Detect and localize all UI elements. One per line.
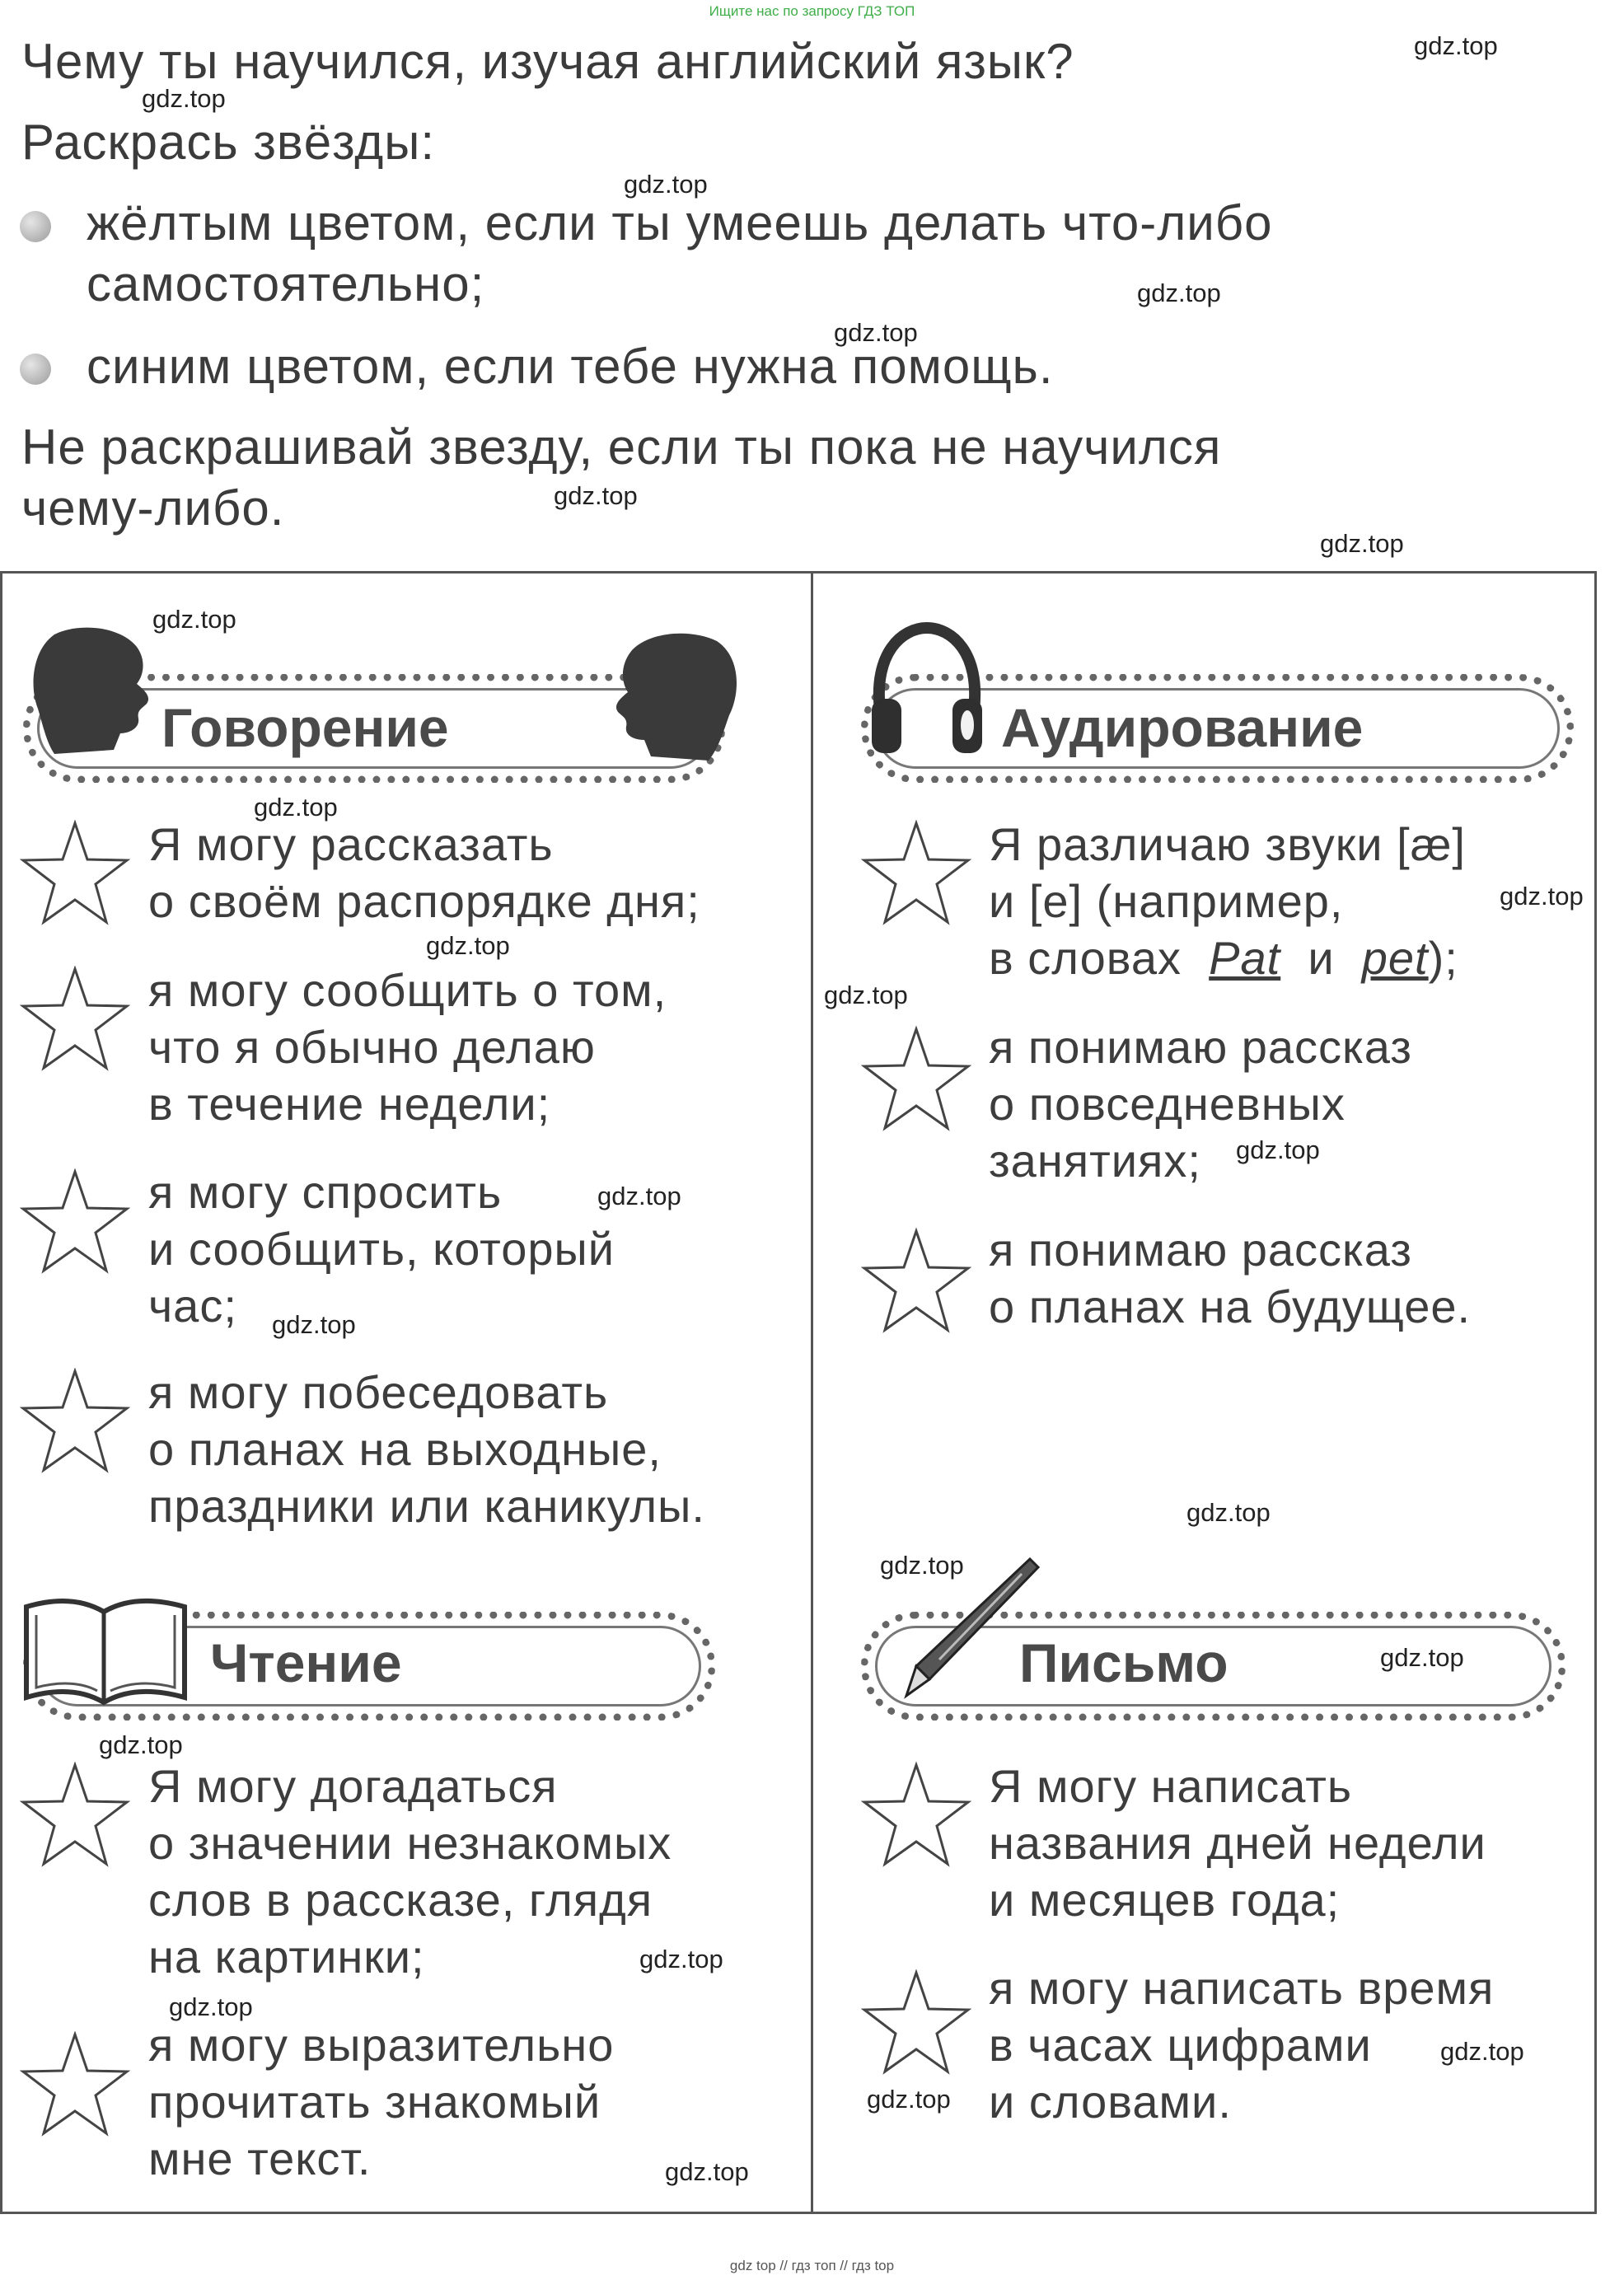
note-line2: чему-либо. [21,480,285,536]
watermark-text: gdz.top [1500,882,1584,911]
note-line1: Не раскрашивай звезду, если ты пока не научился [21,419,1222,475]
star-outline-icon[interactable] [20,1368,130,1475]
writing-item-2: я могу написать время в часах цифрами и словами. [989,1962,1495,2128]
bullet1-line1: жёлтым цветом, если ты умеешь делать что-либо [87,195,1273,250]
grey-dot-icon [20,211,51,242]
star-outline-icon[interactable] [20,1762,130,1869]
watermark-text: gdz.top [665,2157,749,2186]
column-divider [811,571,813,2214]
watermark-text: gdz.top [142,84,226,113]
speaking-item-1: Я могу рассказать о своём распорядке дня; [148,818,700,927]
watermark-text: gdz.top [152,605,236,634]
listening-title: Аудирование [1001,697,1364,758]
writing-item-1: Я могу написать названия дней недели и месяцев года; [989,1760,1486,1926]
headphones-icon [865,620,989,760]
open-book-icon [18,1582,193,1714]
speaking-title: Говорение [161,697,449,758]
writing-title: Письмо [1019,1632,1229,1693]
star-outline-icon[interactable] [861,1026,971,1133]
watermark-text: gdz.top [1380,1643,1464,1672]
watermark-text: gdz.top [99,1730,183,1759]
instruction-text: Раскрась звёзды: [21,115,436,170]
listening-item-1: Я различаю звуки [æ] и [e] (например, в словах Pat и pet); [989,818,1466,984]
speaking-item-3: я могу спросить и сообщить, который час; [148,1166,615,1332]
star-outline-icon[interactable] [20,820,130,927]
bullet1-line2: самостоятельно; [87,256,485,311]
reading-item-1: Я могу догадаться о значении незнакомых слов в рассказе, глядя на картинки; [148,1760,672,1983]
watermark-text: gdz.top [597,1182,681,1210]
star-outline-icon[interactable] [20,966,130,1073]
watermark-text: gdz.top [639,1945,723,1973]
watermark-text: gdz.top [1320,529,1404,558]
star-outline-icon[interactable] [861,1762,971,1869]
question-text: Чему ты научился, изучая английский язык? [21,34,1074,89]
watermark-text: gdz.top [254,793,338,822]
grey-dot-icon [20,353,51,385]
watermark-text: gdz.top [824,981,908,1009]
watermark-text: gdz.top [169,1992,253,2021]
listening-item-2: я понимаю рассказ о повседневных занятиях; [989,1021,1412,1187]
watermark-text: gdz.top [834,318,918,347]
watermark-text: gdz.top [426,931,510,960]
header-note: Ищите нас по запросу ГДЗ ТОП [709,3,915,19]
two-heads-silhouette-icon [21,618,153,758]
reading-item-2: я могу выразительно прочитать знакомый мне текст. [148,2019,615,2184]
star-outline-icon[interactable] [20,2031,130,2138]
star-outline-icon[interactable] [20,1168,130,1276]
reading-title: Чтение [210,1632,402,1693]
watermark-text: gdz.top [624,170,708,199]
star-outline-icon[interactable] [861,1228,971,1335]
watermark-text: gdz.top [554,481,638,510]
speaking-item-2: я могу сообщить о том, что я обычно делаю в течение недели; [148,964,667,1130]
star-outline-icon[interactable] [861,820,971,927]
watermark-text: gdz.top [1414,31,1498,60]
watermark-text: gdz.top [867,2085,951,2114]
watermark-text: gdz.top [1440,2037,1524,2066]
listening-item-3: я понимаю рассказ о планах на будущее. [989,1224,1472,1332]
watermark-text: gdz.top [1236,1135,1320,1164]
watermark-text: gdz.top [880,1551,964,1580]
two-heads-silhouette-icon [601,625,750,765]
watermark-text: gdz.top [272,1310,356,1339]
star-outline-icon[interactable] [861,1969,971,2076]
watermark-text: gdz.top [1186,1498,1271,1527]
bullet2-text: синим цветом, если тебе нужна помощь. [87,339,1054,394]
watermark-text: gdz.top [1137,279,1221,307]
footer-note: gdz top // гдз топ // гдз top [729,2258,895,2273]
speaking-item-4: я могу побеседовать о планах на выходные, праздники или каникулы. [148,1366,705,1532]
